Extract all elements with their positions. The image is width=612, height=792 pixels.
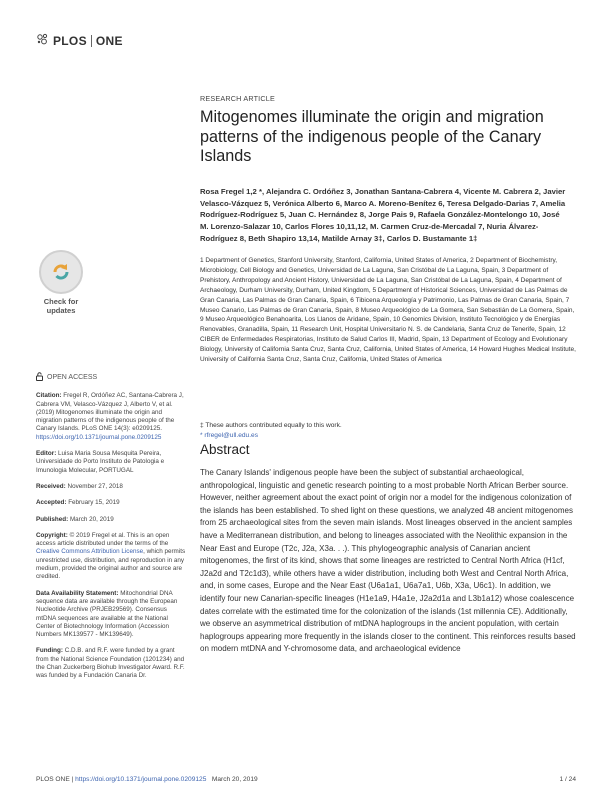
abstract-heading: Abstract bbox=[200, 442, 250, 457]
published-date: March 20, 2019 bbox=[69, 515, 114, 523]
author-list: Rosa Fregel 1,2 *, Alejandra C. Ordóñez 3, Jonathan Santana-Cabrera 4, Vicente M. Cabrera 2, Javier Velasco-Vázquez 5, Verónica Alberto 6, Marco A. Moreno-Benítez 6, Teresa Delgado-Darias 7, Amelia Rodríguez-Rodríguez 5, Juan C. Hernández 8, Jorge Pais 9, Rafaela González-Montelongo 10, José M. Lorenzo-Salazar 10, Carlos Flores 10,11,12, M. Carmen Cruz-de-Mercadal 7, Nuria Álvarez-Rodríguez 8, Beth Shapiro 13,14, Matilde Arnay 3‡, Carlos D. Bustamante 1‡ bbox=[200, 187, 566, 243]
equal-contribution-note: ‡ These authors contributed equally to this work. bbox=[200, 422, 342, 429]
article-title: Mitogenomes illuminate the origin and migration patterns of the indigenous people of the Canary Islands bbox=[200, 108, 544, 166]
published-label: Published: bbox=[36, 515, 69, 523]
accepted-label: Accepted: bbox=[36, 499, 67, 507]
accepted-block bbox=[36, 499, 186, 507]
editor-text: Luisa Maria Sousa Mesquita Pereira, Universidade do Porto Instituto de Patologia e Imunologia Molecular, PORTUGAL bbox=[36, 450, 165, 474]
plos-one-logo bbox=[36, 32, 123, 50]
logo-divider bbox=[91, 35, 92, 47]
citation-doi-link[interactable]: https://doi.org/10.1371/journal.pone.0209125 bbox=[36, 433, 162, 441]
accepted-date: February 15, 2019 bbox=[68, 499, 120, 507]
copyright-text-2: , which permits unrestricted use, distribution, and reproduction in any medium, provided the original author and source are credited. bbox=[36, 548, 186, 581]
copyright-block bbox=[36, 532, 186, 582]
data-availability-block bbox=[36, 590, 186, 640]
citation-text: Fregel R, Ordóñez AC, Santana-Cabrera J, Cabrera VM, Velasco-Vázquez J, Alberto V, et al. (2019) Mitogenomes illuminate the origin and migration patterns of the indigenous people of the Canary Islands. PLoS ONE 14(3): e0209125. bbox=[36, 392, 184, 433]
data-availability-label: Data Availability Statement: bbox=[36, 589, 119, 597]
open-access-label: OPEN ACCESS bbox=[47, 374, 98, 381]
footer-date: March 20, 2019 bbox=[211, 776, 258, 783]
funding-label: Funding: bbox=[36, 647, 63, 655]
abstract-text: The Canary Islands' indigenous people have been the subject of substantial archaeological, anthropological, linguistic and genetic research pointing to a most probable North African Berber source. However, neither agreement about the exact point of origin nor a model for the indigenous colonization of the islands has been established. To shed light on these questions, we analyzed 48 ancient mitogenomes from 25 archaeological sites from the seven main islands. Most lineages observed in the ancient samples have a Mediterranean distribution, and belong to lineages associated with the Neolithic expansion in the Near East and Europe (T2c, J2a, X3a. . .). This phylogeographic analysis of Canarian ancient mitogenomes, the first of its kind, shows that some lineages are restricted to Central North Africa (H1cf, J2a2d and T2c1d3), while others have a wider distribution, including both West and Central North Africa, and, in some cases, Europe and the Near East (U6a1a1, U6a7a1, U6b, X3a, U6c1). In addition, we identify four new Canarian-specific lineages (H1e1a9, H4a1e, J2a2d1a and L3b1a12) whose coalescence dates correlate with the estimated time for the colonization of the islands (1st millennia CE). Additionally, we observe an asymmetrical distribution of mtDNA haplogroups in the ancient population, with certain haplogroups appearing more frequently in the islands closer to the continent. This reinforces results based on modern mtDNA and Y-chromosome data, and archaeological evidence bbox=[200, 468, 576, 654]
article-type: RESEARCH ARTICLE bbox=[200, 94, 275, 103]
logo-one-text: ONE bbox=[95, 34, 123, 48]
funding-text: C.D.B. and R.F. were funded by a grant from the National Science Foundation (1201234) and the Chan Zuckerberg Biohub Investigator Award. R.F. was funded by a Fundación Canaria Dr. bbox=[36, 647, 185, 680]
funding-block bbox=[36, 647, 186, 680]
footer-doi-link[interactable]: https://doi.org/10.1371/journal.pone.0209125 bbox=[75, 776, 207, 783]
footer-citation: PLOS ONE | https://doi.org/10.1371/journal.pone.0209125 March 20, 2019 bbox=[36, 776, 258, 783]
updates-label: Check for updates bbox=[43, 297, 79, 315]
author-notes bbox=[200, 421, 342, 441]
open-access-line bbox=[36, 372, 186, 384]
cc-license-link[interactable]: Creative Commons Attribution License bbox=[36, 548, 144, 556]
corresponding-email[interactable]: * rfregel@ull.edu.es bbox=[200, 432, 259, 439]
updates-icon bbox=[39, 250, 83, 294]
footer-journal: PLOS ONE bbox=[36, 776, 70, 783]
received-block bbox=[36, 483, 186, 491]
copyright-label: Copyright: bbox=[36, 531, 68, 539]
citation-block bbox=[36, 392, 186, 442]
received-label: Received: bbox=[36, 482, 66, 490]
affiliations: 1 Department of Genetics, Stanford University, Stanford, California, United States of America, 2 Department of Biochemistry, Microbiology, Cell Biology and Genetics, Universidad de La Laguna, San Cristóbal de La Laguna, Spain, 3 Department of Prehistory, Anthropology and Ancient History, Universidad de La Laguna, San Cristóbal de La Laguna, Spain, 4 Department of Archaeology, Durham University, Durham, United Kingdom, 5 Department of Historical Sciences, Universidad de Las Palmas de Gran Canaria, Las Palmas de Gran Canaria, Spain, 6 Tibicena Arqueología y Patrimonio, Las Palmas de Gran Canaria, Spain, 7 Museo Canario, Las Palmas de Gran Canaria, Spain, 8 Museo Arqueológico de La Gomera, San Sebastián de La Gomera, Spain, 9 Museo Arqueológico Benahoarita, Los Llanos de Aridane, Spain, 10 Genomics Division, Instituto Tecnológico y de Energías Renovables, Granadilla, Spain, 11 Research Unit, Hospital Universitario N. S. de Candelaria, Santa Cruz de Tenerife, Spain, 12 CIBER de Enfermedades Respiratorias, Instituto de Salud Carlos III, Madrid, Spain, 13 Department of Ecology and Evolutionary Biology, University of California Santa Cruz, Santa Cruz, California, United States of America, 14 Howard Hughes Medical Institute, University of California Santa Cruz, Santa Cruz, California, United States of America bbox=[200, 257, 576, 364]
article-sidebar bbox=[36, 372, 186, 689]
check-for-updates-badge[interactable] bbox=[36, 250, 86, 315]
data-availability-text: Mitochondrial DNA sequence data are available through the European Nucleotide Archive (PRJEB29569). Consensus mtDNA sequences are available at the National Center of Biotechnology Information (Accession Numbers MK139577 - MK139649). bbox=[36, 589, 178, 639]
received-date: November 27, 2018 bbox=[67, 482, 123, 490]
copyright-text: © 2019 Fregel et al. This is an open access article distributed under the terms of the bbox=[36, 531, 170, 548]
editor-block bbox=[36, 450, 186, 475]
page-footer bbox=[36, 776, 576, 783]
citation-label: Citation: bbox=[36, 392, 62, 400]
page-number: 1 / 24 bbox=[559, 776, 576, 783]
editor-label: Editor: bbox=[36, 450, 57, 458]
logo-plos-text: PLOS bbox=[53, 34, 87, 48]
published-block bbox=[36, 516, 186, 524]
plos-logo-icon bbox=[36, 32, 50, 50]
open-lock-icon bbox=[36, 372, 43, 384]
